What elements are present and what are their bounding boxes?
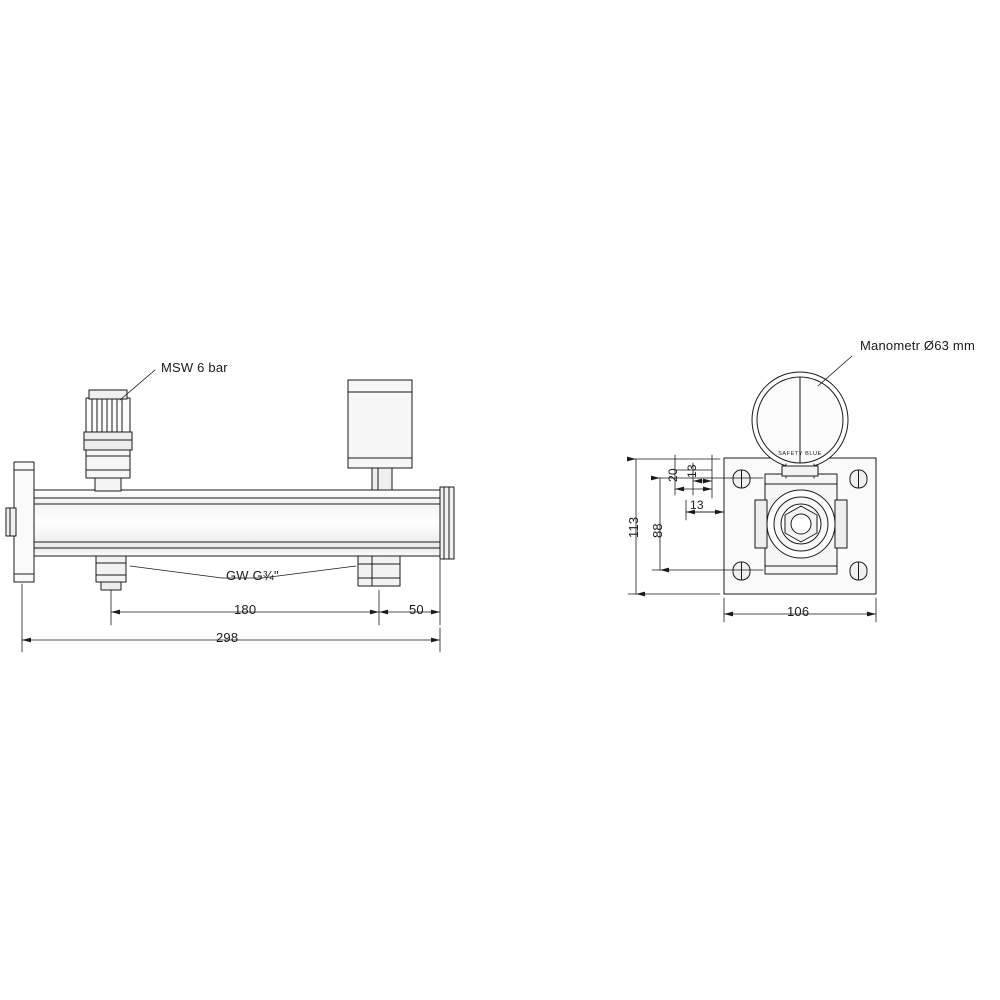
dimension-180: 180 (234, 602, 257, 617)
dimension-50: 50 (409, 602, 424, 617)
side-safety-valve (84, 390, 132, 491)
dimension-13-upper: 13 (685, 464, 699, 478)
dimension-88: 88 (650, 523, 665, 538)
side-view-geometry (6, 380, 454, 590)
side-outlet-right (358, 556, 400, 586)
side-manifold-body (34, 487, 454, 559)
gauge-face-text: SAFETY BLUE (778, 451, 822, 457)
side-manometer (348, 380, 412, 490)
side-outlet-left (96, 556, 126, 590)
label-manometer: Manometr Ø63 mm (860, 338, 975, 353)
dimension-106: 106 (787, 604, 810, 619)
label-safety-valve: MSW 6 bar (161, 360, 228, 375)
label-thread-gw: GW G¾" (226, 568, 279, 583)
dimension-113: 113 (626, 516, 641, 538)
dimension-13-lower: 13 (690, 498, 704, 512)
front-view-geometry (724, 372, 876, 594)
front-body-assembly (755, 474, 847, 574)
dimension-20: 20 (666, 468, 680, 482)
side-wall-flange (6, 462, 34, 582)
dimension-298: 298 (216, 630, 239, 645)
